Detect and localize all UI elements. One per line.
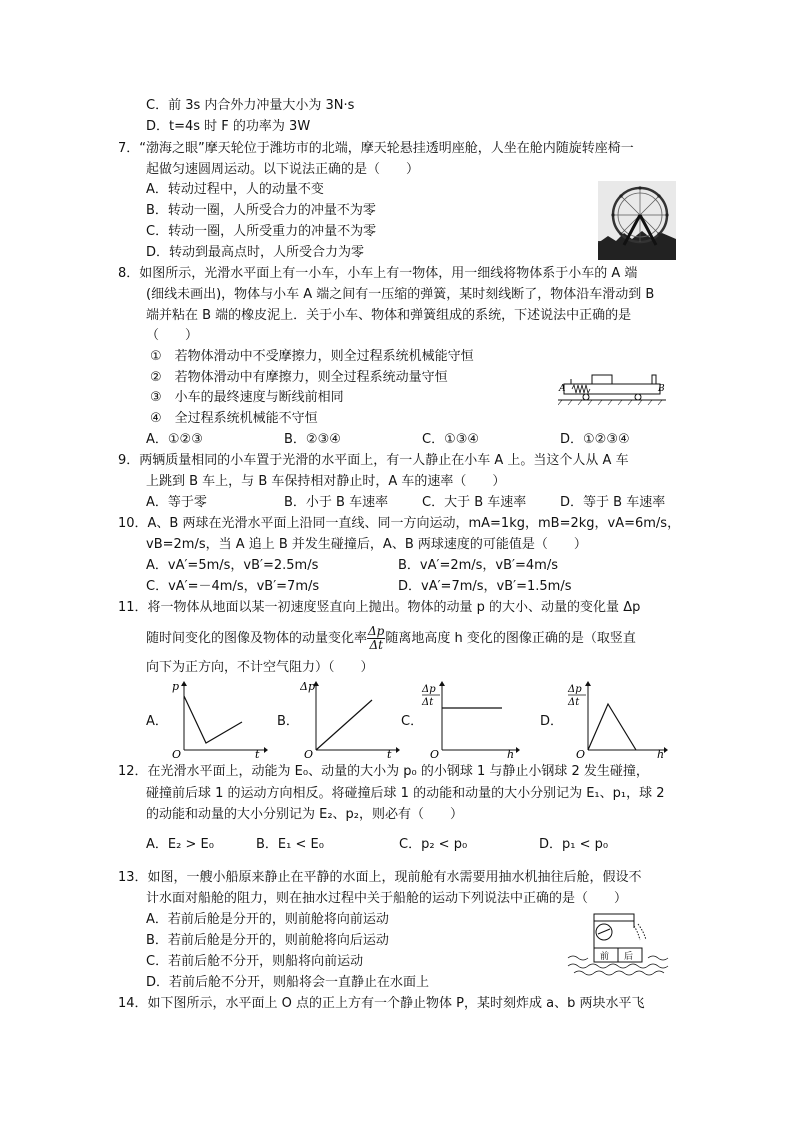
origin-label: O <box>576 748 586 758</box>
q9-stem-line1: 9．两辆质量相同的小车置于光滑的水平面上，有一人静止在小车 A 上。当这个人从 A 车 <box>118 453 629 468</box>
q7-option-a: A．转动过程中，人的动量不变 <box>146 182 324 197</box>
q8-option-b: B．②③④ <box>284 432 341 447</box>
q10-option-c: C．vA′=－4m/s，vB′=7m/s <box>146 579 320 594</box>
q12-stem-line3: 的动能和动量的大小分别记为 E₂、p₂，则必有（ ） <box>146 807 464 822</box>
boat-pump-figure <box>564 912 672 976</box>
fraction-numerator: Δp <box>368 624 385 638</box>
q10-options-row2 <box>146 577 650 597</box>
q8-statement-4: ④ 全过程系统机械能不守恒 <box>150 411 318 426</box>
q13-option-d: D．若前后舱不分开，则船将会一直静止在水面上 <box>146 975 430 990</box>
momentum-rate-fraction <box>367 625 385 652</box>
q11-stem-line2 <box>146 620 636 658</box>
q13-option-c: C．若前后舱不分开，则船将向前运动 <box>146 954 364 969</box>
q12-options <box>146 835 677 855</box>
q11-graph-d <box>566 678 670 758</box>
boat-back-label: 后 <box>624 952 634 962</box>
q13-option-a: A．若前后舱是分开的，则前舱将向前运动 <box>146 912 389 927</box>
axis-label-dt-den: Δt <box>422 697 434 708</box>
q8-option-a: A．①②③ <box>146 432 203 447</box>
q8-option-d: D．①②③④ <box>560 432 630 447</box>
q7-stem-line1: 7．“渤海之眼”摩天轮位于潍坊市的北端，摩天轮悬挂透明座舱，人坐在舱内随旋转座椅一 <box>118 141 634 156</box>
q10-option-d: D．vA′=7m/s，vB′=1.5m/s <box>398 579 572 594</box>
q11-option-d-label: D． <box>540 714 564 729</box>
q8-stem-line2: (细线未画出)，物体与小车 A 端之间有一压缩的弹簧，某时刻线断了，物体沿车滑动到 B <box>146 287 655 302</box>
q13-stem-line1: 13．如图，一艘小船原来静止在平静的水面上，现前舱有水需要用抽水机抽往后舱，假设不 <box>118 870 642 885</box>
origin-label: O <box>304 748 314 758</box>
cart-label-a: A <box>559 384 566 394</box>
axis-label-p: p <box>172 680 180 693</box>
boat-front-label: 前 <box>600 952 610 962</box>
q8-options <box>146 430 698 450</box>
q9-options <box>146 493 698 513</box>
q8-option-c: C．①③④ <box>422 432 480 447</box>
axis-label-dp-num: Δp <box>568 684 582 695</box>
q10-stem-line1: 10．A、B 两球在光滑水平面上沿同一直线、同一方向运动，mA=1kg，mB=2kg，vA=6m/s， <box>118 516 681 531</box>
axis-label-dp-num: Δp <box>422 684 436 695</box>
q13-stem-line2: 计水面对船舱的阻力，则在抽水过程中关于船舱的运动下列说法中正确的是（ ） <box>146 891 628 906</box>
q8-statement-2: ② 若物体滑动中有摩擦力，则全过程系统动量守恒 <box>150 370 448 385</box>
q8-stem-line1: 8．如图所示，光滑水平面上有一小车，小车上有一物体，用一细线将物体系于小车的 A 端 <box>118 266 638 281</box>
cart-label-b: B <box>658 384 665 394</box>
origin-label: O <box>430 748 440 758</box>
q11-stem-line3: 向下为正方向，不计空气阻力）（ ） <box>146 660 374 675</box>
q8-stem-line4: （ ） <box>146 328 199 343</box>
axis-label-dt-den: Δt <box>568 697 580 708</box>
q11-option-a-label: A． <box>146 714 168 729</box>
q11-option-b-label: B． <box>277 714 299 729</box>
q10-option-b: B．vA′=2m/s，vB′=4m/s <box>398 558 558 573</box>
cart-spring-figure <box>558 370 668 406</box>
q8-statement-1: ① 若物体滑动中不受摩擦力，则全过程系统机械能守恒 <box>150 349 474 364</box>
q11-stem-line1: 11．将一物体从地面以某一初速度竖直向上抛出。物体的动量 p 的大小、动量的变化量 Δp <box>118 600 641 615</box>
q9-option-c: C．大于 B 车速率 <box>422 495 527 510</box>
q12-option-c: C．p₂ < p₀ <box>399 837 468 852</box>
q11-stem-line2-part1: 随时间变化的图像及物体的动量变化率 <box>146 631 368 646</box>
q11-graph-a <box>168 678 268 758</box>
q9-stem-line2: 上跳到 B 车上，与 B 车保持相对静止时，A 车的速率（ ） <box>146 474 506 489</box>
q7-option-c: C．转动一圈，人所受重力的冲量不为零 <box>146 224 377 239</box>
q13-option-b: B．若前后舱是分开的，则前舱将向后运动 <box>146 933 389 948</box>
q9-option-a: A．等于零 <box>146 495 207 510</box>
axis-label-dp: Δp <box>300 680 315 693</box>
q14-stem-line1: 14．如下图所示，水平面上 O 点的正上方有一个静止物体 P，某时刻炸成 a、b 两块水平飞 <box>118 996 645 1011</box>
q12-stem-line2: 碰撞前后球 1 的运动方向相反。将碰撞后球 1 的动能和动量的大小分别记为 E₁、p₁，球 2 <box>146 786 665 801</box>
axis-label-t: t <box>387 748 392 758</box>
axis-label-h: h <box>507 748 515 758</box>
q9-option-b: B．小于 B 车速率 <box>284 495 389 510</box>
q12-option-d: D．p₁ < p₀ <box>539 837 609 852</box>
q12-option-a: A．E₂ > E₀ <box>146 837 214 852</box>
q8-stem-line3: 端并粘在 B 端的橡皮泥上．关于小车、物体和弹簧组成的系统，下述说法中正确的是 <box>146 308 632 323</box>
q11-graph-c <box>420 678 520 758</box>
q10-option-a: A．vA′=5m/s，vB′=2.5m/s <box>146 558 319 573</box>
origin-label: O <box>172 748 182 758</box>
q11-option-c-label: C． <box>401 714 424 729</box>
q7-stem-line2: 起做匀速圆周运动。以下说法正确的是（ ） <box>146 162 420 177</box>
q7-option-b: B．转动一圈，人所受合力的冲量不为零 <box>146 203 376 218</box>
q10-options-row1 <box>146 556 650 576</box>
axis-label-h: h <box>657 748 665 758</box>
axis-label-t: t <box>255 748 260 758</box>
q7-option-d: D．转动到最高点时，人所受合力为零 <box>146 245 365 260</box>
q11-stem-line2-part2: 随离地高度 h 变化的图像正确的是（取竖直 <box>385 631 636 646</box>
q12-stem-line1: 12．在光滑水平面上，动能为 E₀、动量的大小为 p₀ 的小钢球 1 与静止小钢球 2 发生碰撞， <box>118 764 649 779</box>
q6-option-d: D．t=4s 时 F 的功率为 3W <box>146 119 311 134</box>
q10-stem-line2: vB=2m/s，当 A 追上 B 并发生碰撞后，A、B 两球速度的可能值是（ ） <box>146 537 587 552</box>
q11-graph-b <box>300 678 400 758</box>
ferris-wheel-photo <box>598 181 676 260</box>
q8-statement-3: ③ 小车的最终速度与断线前相同 <box>150 390 344 405</box>
fraction-denominator: Δt <box>369 638 383 652</box>
q6-option-c: C．前 3s 内合外力冲量大小为 3N·s <box>146 98 355 113</box>
q12-option-b: B．E₁ < E₀ <box>256 837 324 852</box>
q9-option-d: D．等于 B 车速率 <box>560 495 666 510</box>
